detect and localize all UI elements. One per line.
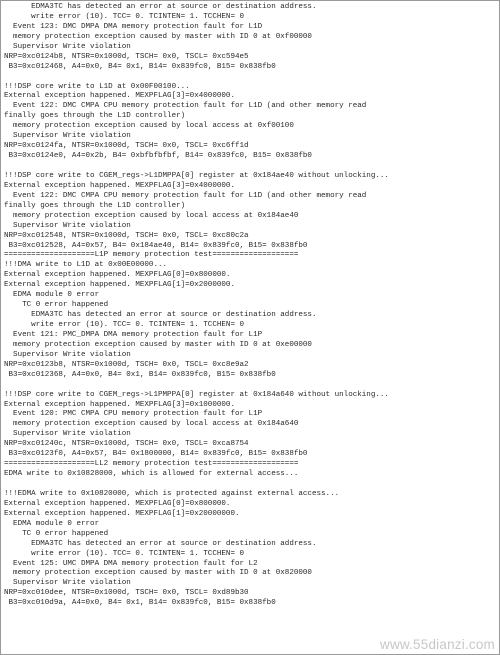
console-line: External exception happened. MEXPFLAG[0]=0x800000. (4, 499, 231, 508)
console-line: TC 0 error happened (4, 301, 109, 310)
console-line: B3=0xc012368, A4=0x0, B4= 0x1, B14= 0x839fc0, B15= 0x838fb0 (4, 370, 276, 379)
console-line: External exception happened. MEXPFLAG[1]=0x20000000. (4, 509, 240, 518)
console-line: External exception happened. MEXPFLAG[3]=0x4000000. (4, 92, 235, 101)
console-line: External exception happened. MEXPFLAG[1]=0x2000000. (4, 281, 235, 290)
console-output (4, 3, 497, 609)
console-line: Event 121: PMC_DMPA DMA memory protection fault for L1P (4, 330, 263, 339)
console-line: ====================LL2 memory protection test=================== (4, 460, 299, 469)
console-line: memory protection exception caused by local access at 0xf00100 (4, 122, 294, 131)
console-line: Supervisor Write violation (4, 132, 131, 141)
console-line: EDMA module 0 error (4, 519, 100, 528)
console-line: memory protection exception caused by local access at 0x184a640 (4, 420, 299, 429)
console-line: NRP=0xc010dee, NTSR=0x1000d, TSCH= 0x0, TSCL= 0xd89b30 (4, 589, 249, 598)
console-line: memory protection exception caused by master with ID 0 at 0xe00000 (4, 340, 312, 349)
console-line: External exception happened. MEXPFLAG[3]=0x1000000. (4, 400, 235, 409)
console-line: EDMA write to 0x10828000, which is allowed for external access... (4, 470, 299, 479)
console-line: B3=0xc012528, A4=0x57, B4= 0x184ae40, B14= 0x839fc0, B15= 0x838fb0 (4, 241, 308, 250)
console-line (4, 381, 497, 391)
console-line: finally goes through the L1D controller) (4, 201, 186, 210)
console-line: Event 125: UMC DMPA DMA memory protection fault for L2 (4, 559, 258, 568)
console-line: EDMA3TC has detected an error at source or destination address. (4, 539, 317, 548)
console-line (4, 73, 497, 83)
console-line: B3=0xc012468, A4=0x0, B4= 0x1, B14= 0x839fc0, B15= 0x838fb0 (4, 62, 276, 71)
console-line: B3=0xc010d9a, A4=0x0, B4= 0x1, B14= 0x839fc0, B15= 0x838fb0 (4, 599, 276, 608)
watermark-text: www.55dianzi.com (380, 637, 495, 652)
console-line: write error (10). TCC= 0. TCINTEN= 1. TCCHEN= 0 (4, 12, 245, 21)
console-line (4, 480, 497, 490)
console-line (4, 162, 497, 172)
console-line: !!!DSP core write to CGEM_regs->L1PMPPA[0] register at 0x184a640 without unlocking... (4, 390, 389, 399)
console-line: ====================L1P memory protection test=================== (4, 251, 299, 260)
console-line: External exception happened. MEXPFLAG[0]=0x800000. (4, 271, 231, 280)
console-line: Event 123: DMC DMPA DMA memory protection fault for L1D (4, 22, 263, 31)
console-line: TC 0 error happened (4, 529, 109, 538)
console-line: NRP=0xc01240c, NTSR=0x1000d, TSCH= 0x0, TSCL= 0xca8754 (4, 440, 249, 449)
console-line: Event 122: DMC CMPA CPU memory protection fault for L1D (and other memory read (4, 102, 367, 111)
console-line: EDMA module 0 error (4, 291, 100, 300)
console-line: B3=0xc0123f0, A4=0x57, B4= 0x1800000, B14= 0x839fc0, B15= 0x838fb0 (4, 450, 308, 459)
console-line: EDMA3TC has detected an error at source or destination address. (4, 311, 317, 320)
console-line: EDMA3TC has detected an error at source or destination address. (4, 3, 317, 11)
console-line: NRP=0xc0124fa, NTSR=0x1000d, TSCH= 0x0, TSCL= 0xc6ff1d (4, 142, 249, 151)
console-line: B3=0xc0124e0, A4=0x2b, B4= 0xbfbfbfbf, B14= 0x839fc0, B15= 0x838fb0 (4, 152, 312, 161)
console-line: Supervisor Write violation (4, 350, 131, 359)
console-line: Supervisor Write violation (4, 221, 131, 230)
console-line: Supervisor Write violation (4, 42, 131, 51)
console-line: memory protection exception caused by local access at 0x184ae40 (4, 211, 299, 220)
console-line: write error (10). TCC= 0. TCINTEN= 1. TCCHEN= 0 (4, 321, 245, 329)
console-line: Supervisor Write violation (4, 579, 131, 588)
console-line: Supervisor Write violation (4, 430, 131, 439)
console-line: NRP=0xc012548, NTSR=0x1000d, TSCH= 0x0, TSCL= 0xc80c2a (4, 231, 249, 240)
console-line: External exception happened. MEXPFLAG[3]=0x4000000. (4, 181, 235, 190)
console-line: memory protection exception caused by master with ID 0 at 0x820000 (4, 569, 312, 578)
console-line: !!!DSP core write to L1D at 0x00F00100... (4, 82, 190, 91)
console-line: write error (10). TCC= 0. TCINTEN= 1. TCCHEN= 0 (4, 549, 245, 558)
console-line: !!!EDMA write to 0x10820000, which is protected against external access... (4, 489, 340, 498)
console-line: NRP=0xc0124b8, NTSR=0x1000d, TSCH= 0x0, TSCL= 0xc594e5 (4, 52, 249, 61)
console-line: Event 120: PMC CMPA CPU memory protection fault for L1P (4, 410, 263, 419)
console-line: NRP=0xc0123b8, NTSR=0x1000d, TSCH= 0x0, TSCL= 0xc8e9a2 (4, 360, 249, 369)
console-line: !!!DMA write to L1D at 0x00E00000... (4, 261, 168, 270)
console-line: finally goes through the L1D controller) (4, 112, 186, 121)
console-line: !!!DSP core write to CGEM_regs->L1DMPPA[0] register at 0x184ae40 without unlocking... (4, 171, 389, 180)
console-line: Event 122: DMC CMPA CPU memory protection fault for L1D (and other memory read (4, 191, 367, 200)
console-line: memory protection exception caused by master with ID 0 at 0xf00000 (4, 32, 312, 41)
